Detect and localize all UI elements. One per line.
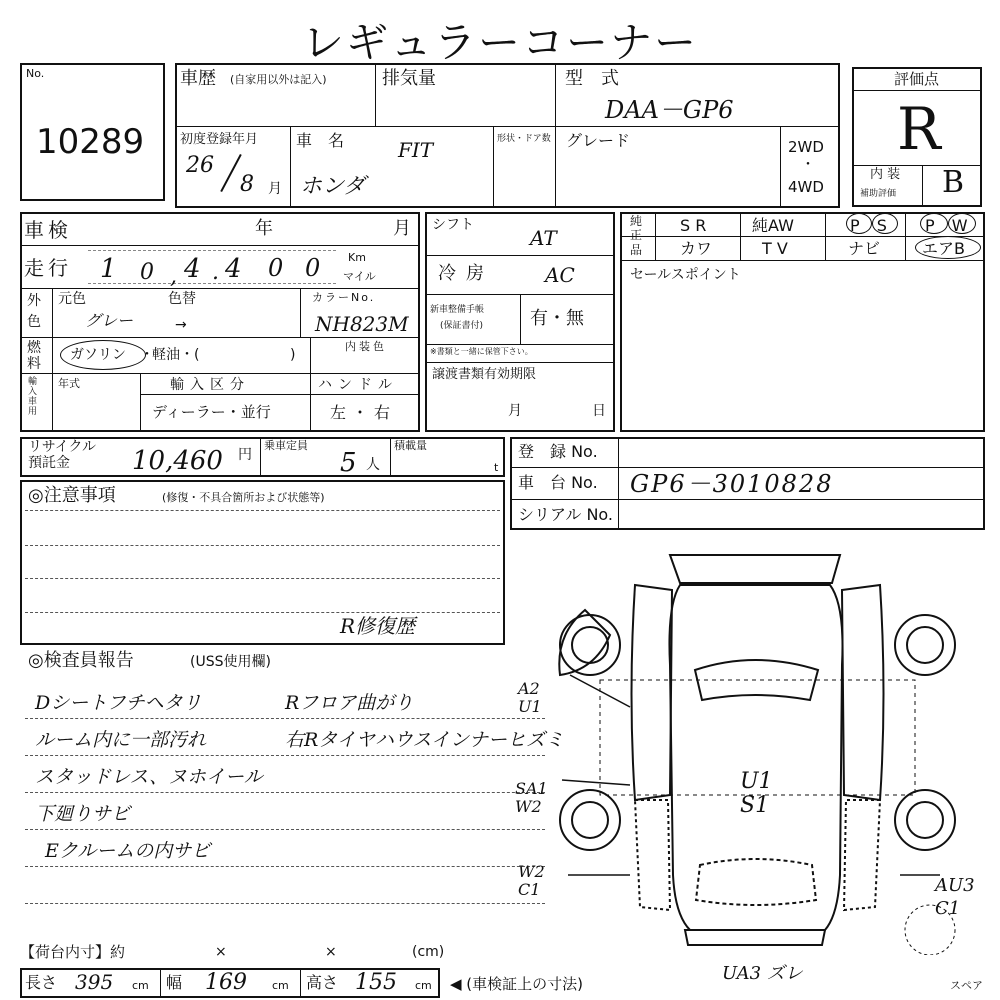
report-line-2-right: 右Rタイヤハウスインナーヒズミ (285, 729, 564, 751)
mileage-km: Km (348, 251, 366, 264)
interior-label-1: 内 装 (870, 167, 901, 182)
model-value: DAA－GP6 (605, 96, 734, 124)
equip-navi: ナビ (848, 239, 881, 258)
color-original-label: 元色 (58, 291, 86, 307)
interior-color-label: 内装色 (345, 340, 387, 353)
interior-score-value: B (942, 165, 965, 200)
equipment-side: 純正品 (630, 214, 643, 257)
color-side-1: 外 (27, 293, 41, 309)
color-original-value: グレー (85, 311, 134, 330)
transfer-label: 譲渡書類有効期限 (432, 367, 537, 382)
registration-label: 登 録 No. (518, 442, 598, 461)
recycle-value: 10,460 (132, 446, 223, 476)
mark-au3c1: AU3 C1 (935, 875, 975, 920)
ac-value: AC (545, 263, 575, 287)
car-diagram (540, 545, 995, 955)
capacity-label: 乗車定員 (264, 439, 308, 452)
fuel-gasoline: ガソリン (70, 347, 126, 363)
maintenance-note: ※書類と一緒に保管下さい。 (430, 347, 533, 356)
caution-label: ◎注意事項 (28, 485, 116, 506)
first-reg-month: 8 (240, 172, 254, 197)
height-unit: cm (415, 979, 432, 992)
car-name-maker: ホンダ (300, 174, 366, 199)
recycle-label-1: リサイクル (28, 439, 97, 455)
chassis-value: GP6－3010828 (630, 470, 834, 498)
spare-label: スペア (950, 979, 983, 992)
mileage-digit-6: 0 (305, 254, 321, 282)
mark-w2c1: W2 C1 (518, 862, 545, 899)
mileage-digit-2: 0 (140, 260, 154, 285)
chassis-label: 車 台 No. (518, 473, 598, 492)
length-unit: cm (132, 979, 149, 992)
drive-dot: ・ (801, 157, 815, 173)
inspection-year-unit: 年 (255, 218, 273, 239)
color-code-value: NH823M (315, 312, 409, 336)
cargo-x1: × (215, 944, 227, 960)
cargo-x2: × (325, 944, 337, 960)
car-name-label: 車 名 (296, 131, 345, 150)
transfer-day: 日 (592, 403, 606, 419)
cargo-unit: (cm) (412, 944, 445, 960)
report-line-3: スタッドレス、ヌホイール (35, 766, 263, 788)
capacity-value: 5 (340, 448, 357, 478)
history-label: 車歴 (180, 68, 216, 89)
shift-label: シフト (432, 217, 474, 233)
mileage-digit-4: 4 (225, 254, 242, 284)
displacement-label: 排気量 (382, 68, 436, 89)
report-line-1: Dシートフチヘタリ (35, 692, 202, 714)
maintenance-value: 有・無 (530, 308, 584, 329)
import-category-label: 輸入区分 (170, 377, 250, 393)
history-note: (自家用以外は記入) (230, 73, 327, 86)
handle-label: ハンドル (318, 377, 398, 393)
report-label: ◎検査員報告 (28, 650, 134, 671)
mileage-comma: , (170, 264, 177, 289)
handle-value: 左・右 (330, 403, 397, 422)
mileage-digit-1: 1 (100, 254, 117, 284)
report-note: (USS使用欄) (190, 654, 271, 670)
mark-a2u1: A2 U1 (518, 679, 542, 716)
height-value: 155 (355, 970, 397, 995)
lot-number: 10289 (36, 122, 145, 162)
equip-leather: カワ (680, 239, 713, 258)
width-label: 幅 (166, 973, 183, 992)
score-label: 評価点 (894, 70, 940, 88)
serial-label: シリアル No. (518, 505, 614, 524)
recycle-unit: 円 (238, 447, 252, 463)
inspection-month-unit: 月 (393, 218, 411, 239)
mileage-mile: マイル (343, 270, 376, 283)
first-reg-month-unit: 月 (268, 181, 282, 197)
sheet-title: レギュラーコーナー (301, 18, 698, 67)
color-change-label: 色替 (168, 291, 196, 307)
height-label: 高さ (306, 973, 339, 992)
report-line-2: ルーム内に一部汚れ (35, 729, 207, 751)
load-label: 積載量 (394, 439, 427, 452)
length-value: 395 (75, 970, 114, 994)
caution-note: (修復・不具合箇所および状態等) (162, 491, 325, 504)
equip-aw: 純AW (752, 216, 794, 235)
score-value: R (897, 95, 941, 163)
width-value: 169 (205, 970, 247, 995)
width-unit: cm (272, 979, 289, 992)
color-arrow: → (175, 317, 187, 333)
car-name-model: FIT (398, 138, 434, 162)
maintenance-label-1: 新車整備手帳 (430, 305, 485, 315)
interior-label-2: 補助評価 (860, 189, 897, 199)
transfer-month: 月 (508, 403, 522, 419)
length-label: 長さ (25, 973, 58, 992)
mileage-dot: . (212, 260, 219, 285)
color-code-label: カラーNo. (312, 291, 376, 304)
import-year-label: 年式 (58, 377, 80, 390)
equip-pw: P W (925, 216, 974, 235)
cargo-label: 【荷台内寸】約 (20, 943, 126, 961)
mark-u1s1: U1 S1 (740, 769, 773, 819)
load-unit: t (494, 461, 499, 474)
report-line-5: Eクルームの内サビ (45, 840, 211, 862)
maintenance-label-2: (保証書付) (440, 321, 484, 331)
import-category-value: ディーラー・並行 (152, 403, 271, 421)
caution-line-4: R修復歴 (340, 614, 416, 638)
drive-2wd: 2WD (788, 138, 824, 156)
fuel-side-2: 料 (27, 356, 41, 372)
report-line-4: 下廻りサビ (35, 803, 131, 825)
fuel-sep: ・ (140, 347, 154, 363)
mark-ua3: UA3 ズレ (722, 963, 803, 984)
mileage-digit-5: 0 (268, 254, 284, 282)
report-line-1-right: Rフロア曲がり (285, 692, 414, 714)
grade-label: グレード (566, 131, 631, 150)
fuel-close: ) (290, 347, 296, 363)
lot-no-label: No. (26, 67, 45, 80)
fuel-diesel: 軽油・( (152, 347, 200, 363)
equip-sr: S R (680, 216, 707, 235)
first-reg-year: 26 (186, 153, 214, 178)
first-reg-label: 初度登録年月 (180, 132, 259, 147)
mark-sa1w2: SA1 W2 (515, 779, 548, 816)
color-side-2: 色 (27, 314, 41, 330)
equip-airbag: エアB (922, 239, 965, 258)
model-label: 型 式 (565, 68, 619, 89)
equip-ps: P S (850, 216, 893, 235)
capacity-unit: 人 (366, 457, 380, 473)
sales-point-label: セールスポイント (630, 267, 741, 283)
drive-4wd: 4WD (788, 178, 824, 196)
equip-tv: T V (762, 239, 788, 258)
mileage-label: 走行 (24, 256, 72, 280)
import-side: 輸入車用 (28, 377, 38, 417)
mileage-digit-3: 4 (184, 254, 201, 284)
recycle-label-2: 預託金 (28, 455, 70, 471)
shift-value: AT (530, 226, 557, 250)
fuel-side-1: 燃 (27, 340, 41, 356)
ac-label: 冷房 (438, 263, 494, 284)
shape-label: 形状・ドア数 (497, 134, 551, 144)
inspection-label: 車検 (24, 218, 72, 242)
dims-note: ◀ (車検証上の寸法) (450, 975, 584, 993)
